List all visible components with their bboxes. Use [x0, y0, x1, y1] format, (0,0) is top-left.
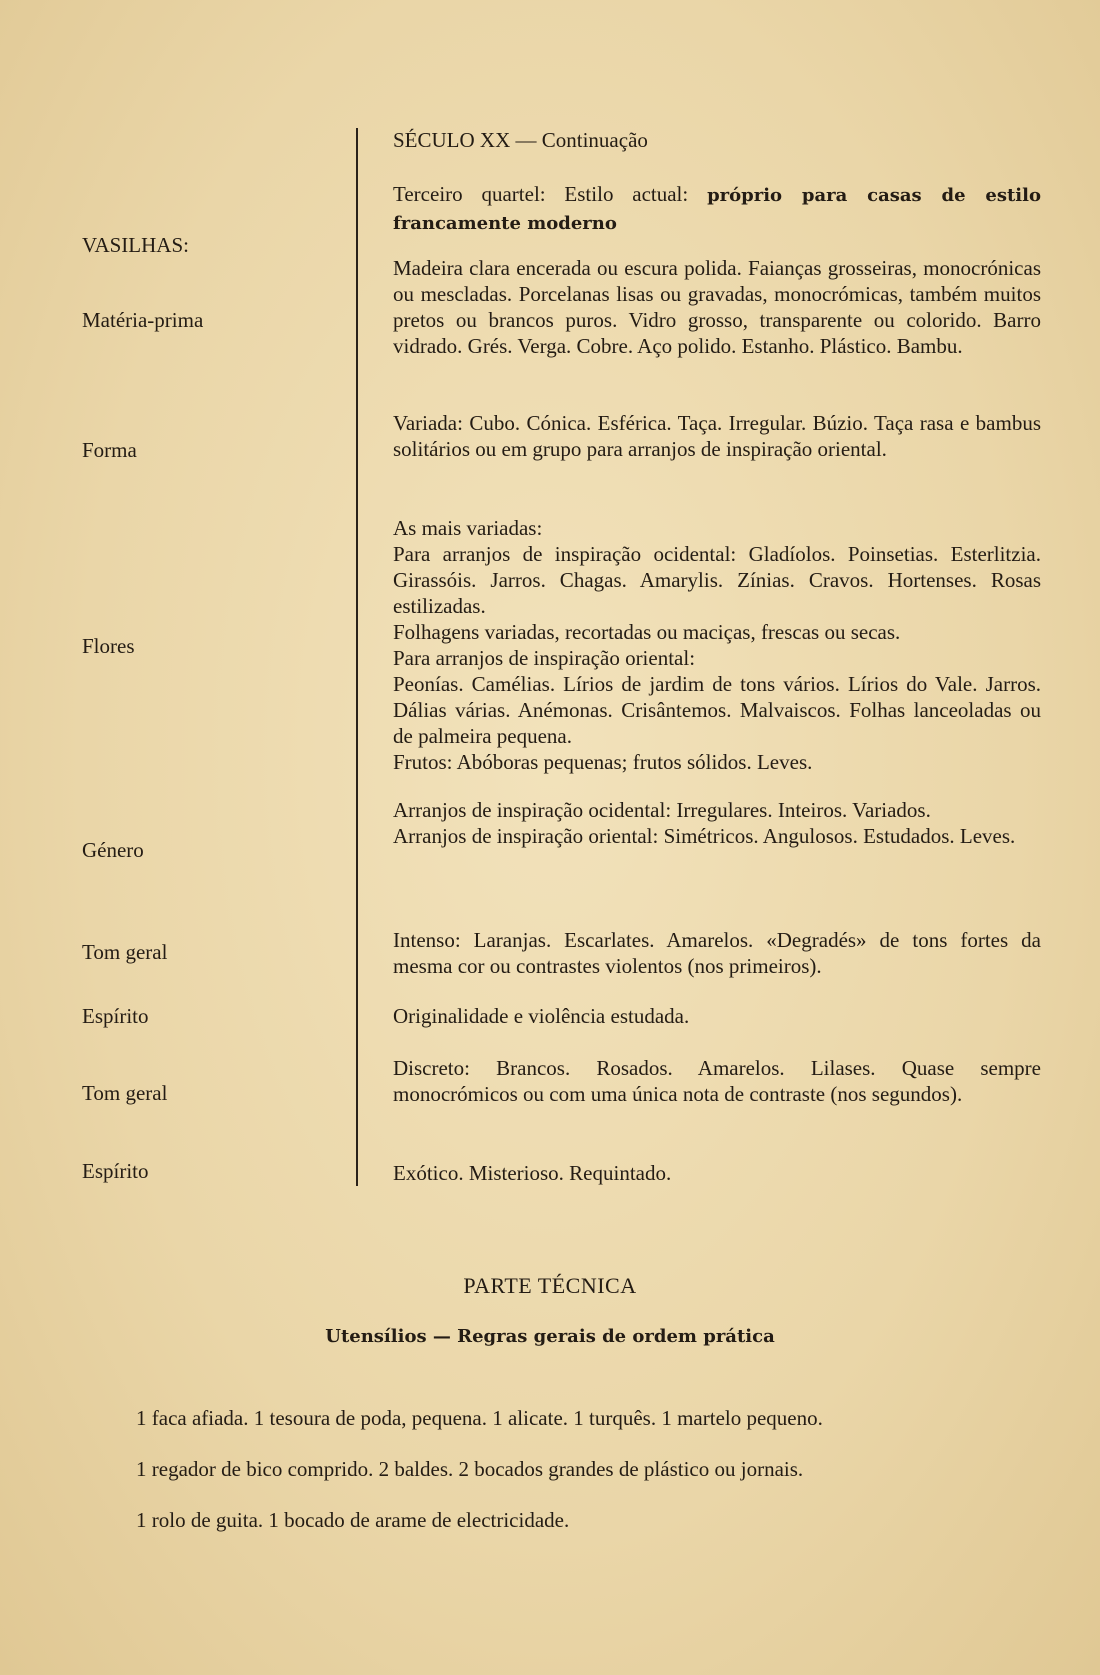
intro-bold-text: próprio para casas de estilo francamente moderno [393, 185, 1041, 234]
technical-section-subtitle: Utensílios — Regras gerais de ordem prática [325, 1326, 775, 1347]
entry-genero [393, 797, 1041, 849]
entry-genero-line-2: Arranjos de inspiração oriental: Simétricos. Angulosos. Estudados. Leves. [393, 824, 1016, 848]
entry-materia-prima-text: Madeira clara encerada ou escura polida. Faianças grosseiras, monocrónicas ou mescladas. Porcelanas lisas ou gravadas, monocrómicas, também muitos pretos ou brancos puros. Vidro grosso, transparente ou colorido. Barro vidrado. Grés. Verga. Cobre. Aço polido. Estanho. Plástico. Bambu. [393, 256, 1041, 358]
label-espirito-2: Espírito [82, 1159, 149, 1183]
entry-flores [393, 515, 1041, 775]
entry-espirito-1-text: Originalidade e violência estudada. [393, 1004, 690, 1028]
entry-flores-line-6: Frutos: Abóboras pequenas; frutos sólidos. Leves. [393, 750, 813, 774]
entry-espirito-2 [393, 1160, 1041, 1186]
technical-section-title: PARTE TÉCNICA [463, 1273, 637, 1298]
tools-line-2: 1 regador de bico comprido. 2 baldes. 2 bocados grandes de plástico ou jornais. [136, 1457, 804, 1481]
entry-genero-line-1: Arranjos de inspiração ocidental: Irregulares. Inteiros. Variados. [393, 798, 931, 822]
entry-flores-line-4: Para arranjos de inspiração oriental: [393, 646, 696, 670]
label-materia-prima: Matéria-prima [82, 308, 204, 332]
label-tom-geral-1: Tom geral [82, 940, 168, 964]
entry-tom-geral-1-text: Intenso: Laranjas. Escarlates. Amarelos. «Degradés» de tons fortes da mesma cor ou contrastes violentos (nos primeiros). [393, 928, 1041, 978]
label-espirito-1: Espírito [82, 1004, 149, 1028]
entry-espirito-2-text: Exótico. Misterioso. Requintado. [393, 1161, 672, 1185]
entry-forma-text: Variada: Cubo. Cónica. Esférica. Taça. Irregular. Búzio. Taça rasa e bambus solitários ou em grupo para arranjos de inspiração oriental. [393, 411, 1041, 461]
tools-line-1: 1 faca afiada. 1 tesoura de poda, pequena. 1 alicate. 1 turquês. 1 martelo pequeno. [136, 1406, 823, 1430]
tools-line-3: 1 rolo de guita. 1 bocado de arame de electricidade. [136, 1508, 570, 1532]
entry-flores-line-3: Folhagens variadas, recortadas ou maciças, frescas ou secas. [393, 620, 901, 644]
intro-paragraph [393, 181, 1041, 237]
section-header: SÉCULO XX — Continuação [393, 128, 648, 152]
intro-text: Terceiro quartel: Estilo actual: [393, 182, 708, 206]
label-genero: Género [82, 838, 144, 862]
entry-forma [393, 410, 1041, 462]
entry-flores-line-5: Peonías. Camélias. Lírios de jardim de tons vários. Lírios do Vale. Jarros. Dálias várias. Anémonas. Crisântemos. Malvaiscos. Folhas lanceoladas ou de palmeira pequena. [393, 672, 1041, 748]
entry-flores-line-1: As mais variadas: [393, 516, 543, 540]
entry-materia-prima [393, 255, 1041, 359]
entry-tom-geral-1 [393, 927, 1041, 979]
label-flores: Flores [82, 634, 135, 658]
entry-tom-geral-2-text: Discreto: Brancos. Rosados. Amarelos. Lilases. Quase sempre monocrómicos ou com uma única nota de contraste (nos segundos). [393, 1056, 1041, 1106]
column-divider [356, 128, 358, 1186]
entry-tom-geral-2 [393, 1055, 1041, 1107]
label-vasilhas: VASILHAS: [82, 233, 189, 257]
label-tom-geral-2: Tom geral [82, 1081, 168, 1105]
entry-espirito-1 [393, 1003, 1041, 1029]
label-forma: Forma [82, 438, 137, 462]
entry-flores-line-2: Para arranjos de inspiração ocidental: Gladíolos. Poinsetias. Esterlitzia. Girassóis. Jarros. Chagas. Amarylis. Zínias. Cravos. Hortenses. Rosas estilizadas. [393, 542, 1041, 618]
